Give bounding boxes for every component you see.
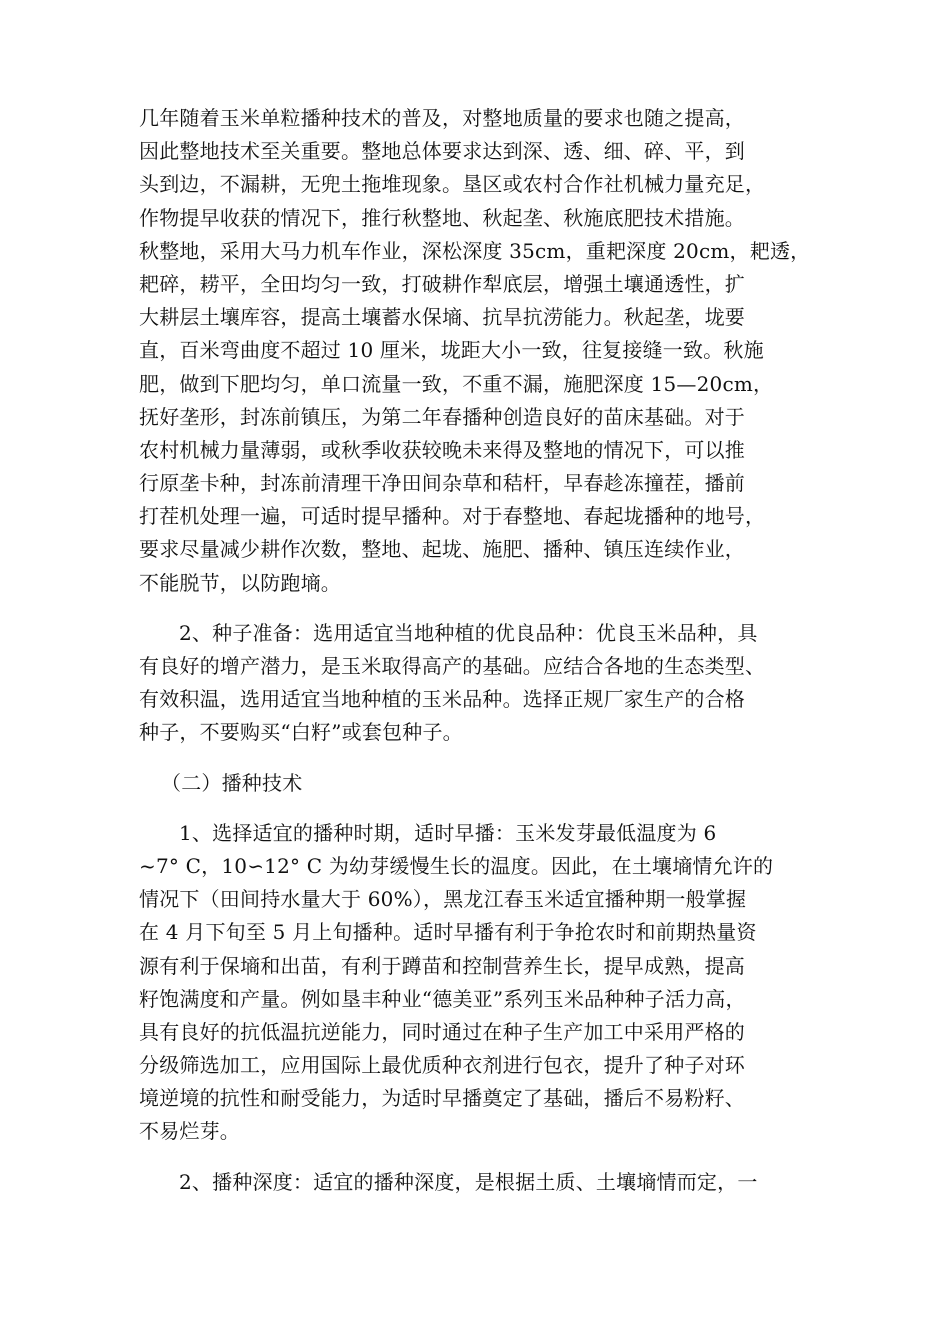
text-line: ~7° C，10∽12° C 为幼芽缓慢生长的温度。因此，在土壤墒情允许的 xyxy=(139,853,774,878)
paragraph-land-preparation xyxy=(139,102,819,600)
text-line: 因此整地技术至关重要。整地总体要求达到深、透、细、碎、平，到 xyxy=(139,139,745,164)
paragraph-sowing-depth xyxy=(139,1166,819,1199)
text-line: 抚好垄形，封冻前镇压，为第二年春播种创造良好的苗床基础。对于 xyxy=(139,404,745,429)
text-line: 头到边，不漏耕，无兜土拖堆现象。垦区或农村合作社机械力量充足， xyxy=(139,172,766,197)
text-line: 秋整地，采用大马力机车作业，深松深度 35cm，重耙深度 20cm，耙透， xyxy=(139,238,811,263)
text-line: 行原垄卡种，封冻前清理干净田间杂草和秸杆，早春趁冻撞茬，播前 xyxy=(139,471,745,496)
section-heading-text: （二）播种技术 xyxy=(161,770,303,795)
document-body xyxy=(139,102,819,1199)
text-line: 打茬机处理一遍，可适时提早播种。对于春整地、春起垅播种的地号， xyxy=(139,504,766,529)
text-line: 直，百米弯曲度不超过 10 厘米，垅距大小一致，往复接缝一致。秋施 xyxy=(139,338,764,363)
text-line: 农村机械力量薄弱，或秋季收获较晚未来得及整地的情况下，可以推 xyxy=(139,437,745,462)
text-line: 2、种子准备：选用适宜当地种植的优良品种：优良玉米品种，具 xyxy=(179,620,758,645)
text-line: 不易烂芽。 xyxy=(139,1119,240,1144)
text-line: 不能脱节，以防跑墒。 xyxy=(139,570,341,595)
text-line: 情况下（田间持水量大于 60%），黑龙江春玉米适宜播种期一般掌握 xyxy=(139,887,747,912)
text-line: 有良好的增产潜力，是玉米取得高产的基础。应结合各地的生态类型、 xyxy=(139,654,766,678)
text-line: 2、播种深度：适宜的播种深度，是根据土质、土壤墒情而定，一 xyxy=(179,1169,758,1194)
text-line: 分级筛选加工，应用国际上最优质种衣剂进行包衣，提升了种子对环 xyxy=(139,1053,745,1078)
text-line: 籽饱满度和产量。例如垦丰种业“德美亚”系列玉米品种种子活力高， xyxy=(139,986,746,1011)
text-line: 耙碎，耢平，全田均匀一致，打破耕作犁底层，增强土壤通透性，扩 xyxy=(139,271,745,296)
text-line: 境逆境的抗性和耐受能力，为适时早播奠定了基础，播后不易粉籽、 xyxy=(139,1086,745,1111)
text-line: 大耕层土壤库容，提高土壤蓄水保墒、抗旱抗涝能力。秋起垄，垅要 xyxy=(139,305,745,330)
text-line: 具有良好的抗低温抗逆能力，同时通过在种子生产加工中采用严格的 xyxy=(139,1019,745,1044)
text-line: 要求尽量减少耕作次数，整地、起垅、施肥、播种、镇压连续作业， xyxy=(139,537,745,562)
text-line: 在 4 月下旬至 5 月上旬播种。适时早播有利于争抢农时和前期热量资 xyxy=(139,920,757,945)
text-line: 有效积温，选用适宜当地种植的玉米品种。选择正规厂家生产的合格 xyxy=(139,687,745,712)
paragraph-sowing-time xyxy=(139,817,819,1149)
text-line: 作物提早收获的情况下，推行秋整地、秋起垄、秋施底肥技术措施。 xyxy=(139,205,745,230)
text-line: 肥，做到下肥均匀，单口流量一致，不重不漏，施肥深度 15—20cm， xyxy=(139,371,774,396)
paragraph-seed-preparation xyxy=(139,617,819,750)
section-heading-sowing-technique xyxy=(139,767,819,800)
text-line: 源有利于保墒和出苗，有利于蹲苗和控制营养生长，提早成熟，提高 xyxy=(139,953,745,978)
text-line: 几年随着玉米单粒播种技术的普及，对整地质量的要求也随之提高， xyxy=(139,106,745,130)
text-line: 种子，不要购买“白籽”或套包种子。 xyxy=(139,720,463,745)
text-line: 1、选择适宜的播种时期，适时早播：玉米发芽最低温度为 6 xyxy=(179,820,717,845)
